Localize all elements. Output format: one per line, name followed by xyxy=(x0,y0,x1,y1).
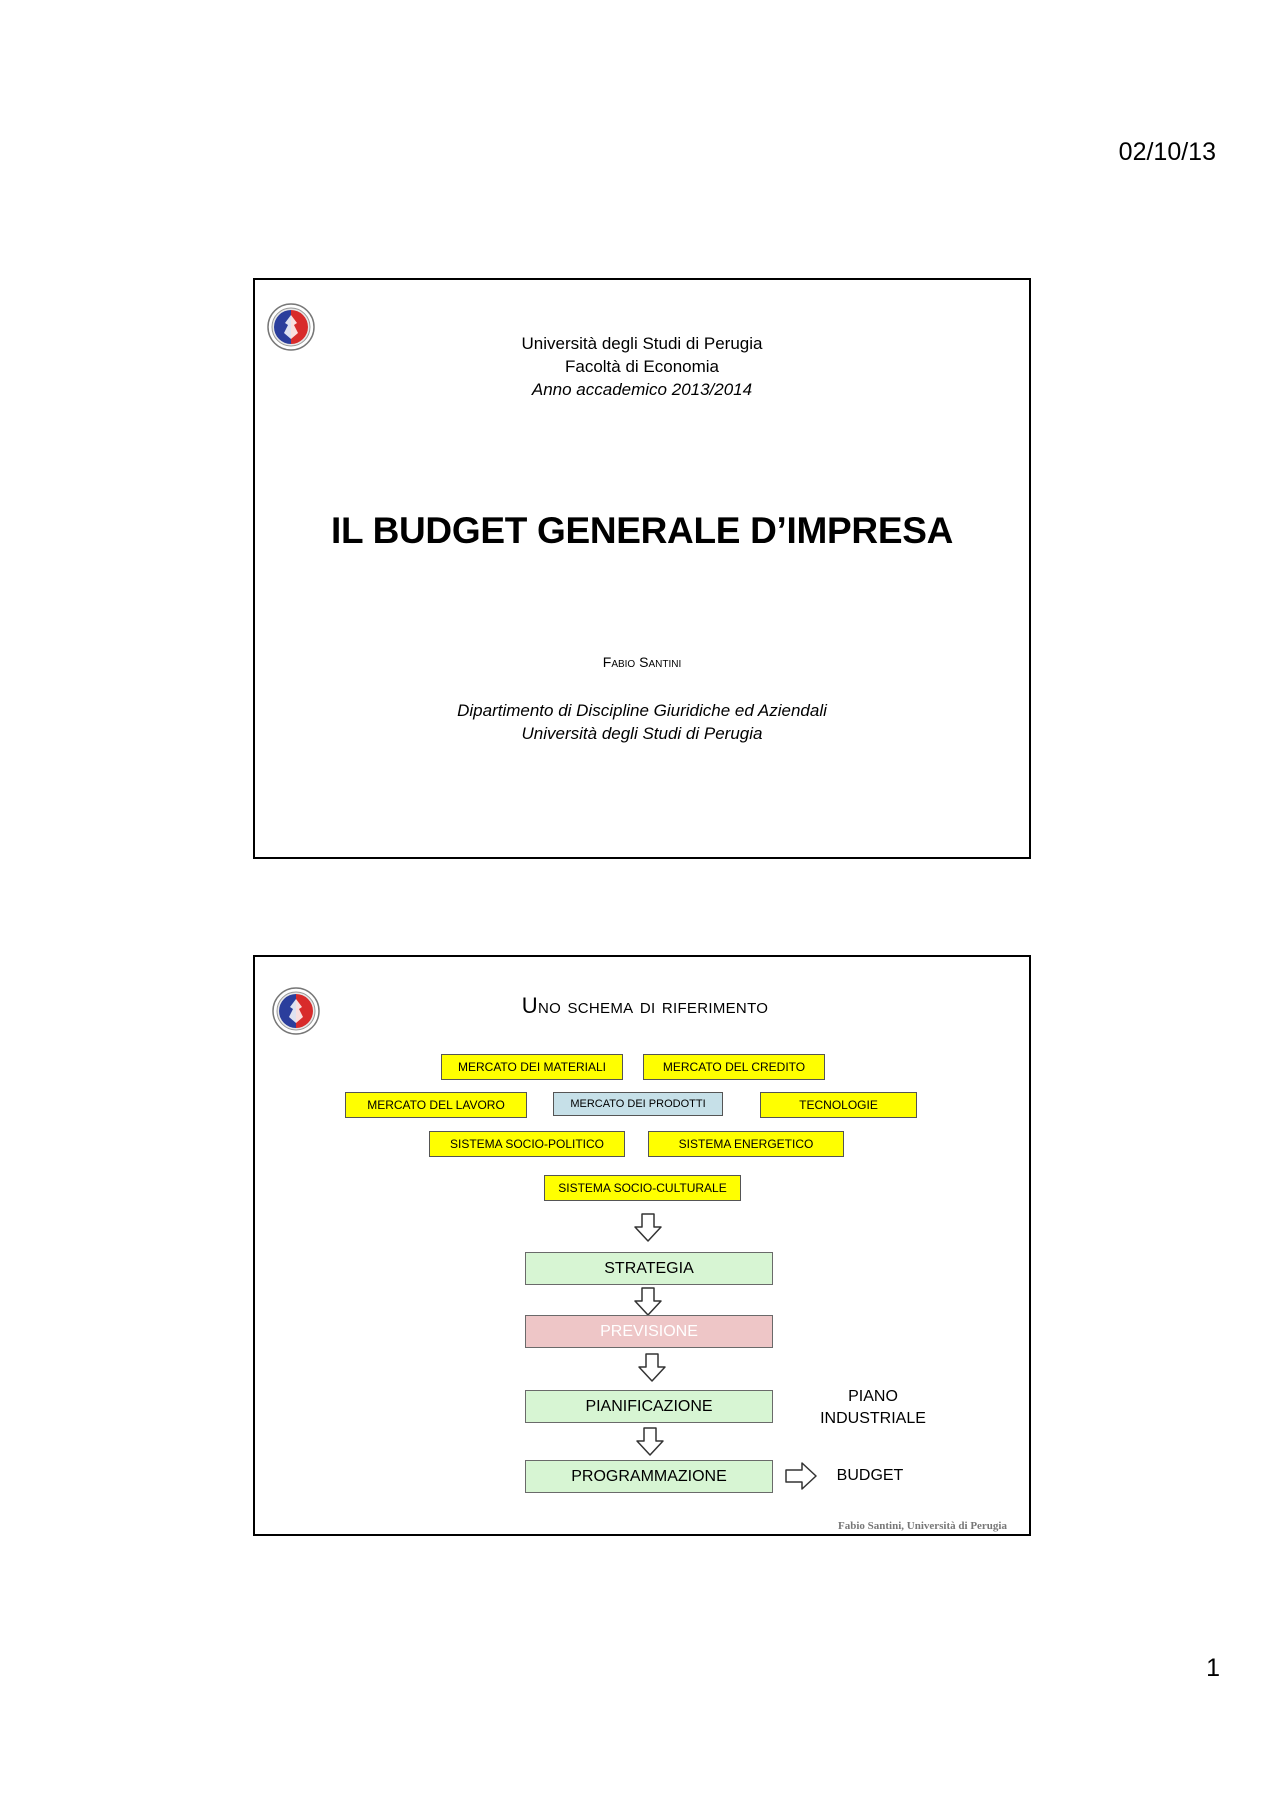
step-strategia: STRATEGIA xyxy=(525,1252,773,1285)
arrow-down-icon xyxy=(635,1427,665,1457)
piano-label-line2: INDUSTRIALE xyxy=(820,1410,926,1427)
arrow-down-icon xyxy=(637,1353,667,1383)
step-pianificazione: PIANIFICAZIONE xyxy=(525,1390,773,1423)
slide-schema xyxy=(253,955,1031,1536)
tag-sistema-energetico: SISTEMA ENERGETICO xyxy=(648,1131,844,1157)
university-name: Università degli Studi di Perugia xyxy=(521,334,763,353)
arrow-down-icon xyxy=(633,1287,663,1317)
author-name: Fabio Santini xyxy=(602,654,682,670)
slide-schema-title: Uno schema di riferimento xyxy=(521,993,769,1018)
tag-mercato-credito: MERCATO DEL CREDITO xyxy=(643,1054,825,1080)
department-name: Dipartimento di Discipline Giuridiche ed Aziendali xyxy=(457,701,827,720)
tag-mercato-prodotti: MERCATO DEI PRODOTTI xyxy=(553,1092,723,1116)
budget-label: BUDGET xyxy=(836,1467,904,1484)
tag-mercato-lavoro: MERCATO DEL LAVORO xyxy=(345,1092,527,1118)
tag-sistema-socio-politico: SISTEMA SOCIO-POLITICO xyxy=(429,1131,625,1157)
slide-main-title: IL BUDGET GENERALE D’IMPRESA xyxy=(330,510,954,551)
piano-industriale-label xyxy=(815,1386,931,1430)
step-programmazione: PROGRAMMAZIONE xyxy=(525,1460,773,1493)
tag-tecnologie: TECNOLOGIE xyxy=(760,1092,917,1118)
step-previsione: PREVISIONE xyxy=(525,1315,773,1348)
department-university: Università degli Studi di Perugia xyxy=(521,724,763,743)
piano-label-line1: PIANO xyxy=(848,1388,898,1405)
page-date: 02/10/13 xyxy=(1118,138,1216,166)
arrow-down-icon xyxy=(633,1213,663,1243)
slide-title xyxy=(253,278,1031,859)
faculty-name: Facoltà di Economia xyxy=(564,357,720,376)
academic-year: Anno accademico 2013/2014 xyxy=(531,380,753,399)
page-number: 1 xyxy=(1206,1654,1220,1682)
slide-footer-credit: Fabio Santini, Università di Perugia xyxy=(838,1520,1007,1532)
tag-mercato-materiali: MERCATO DEI MATERIALI xyxy=(441,1054,623,1080)
arrow-right-icon xyxy=(785,1461,817,1491)
tag-sistema-socio-culturale: SISTEMA SOCIO-CULTURALE xyxy=(544,1175,741,1201)
